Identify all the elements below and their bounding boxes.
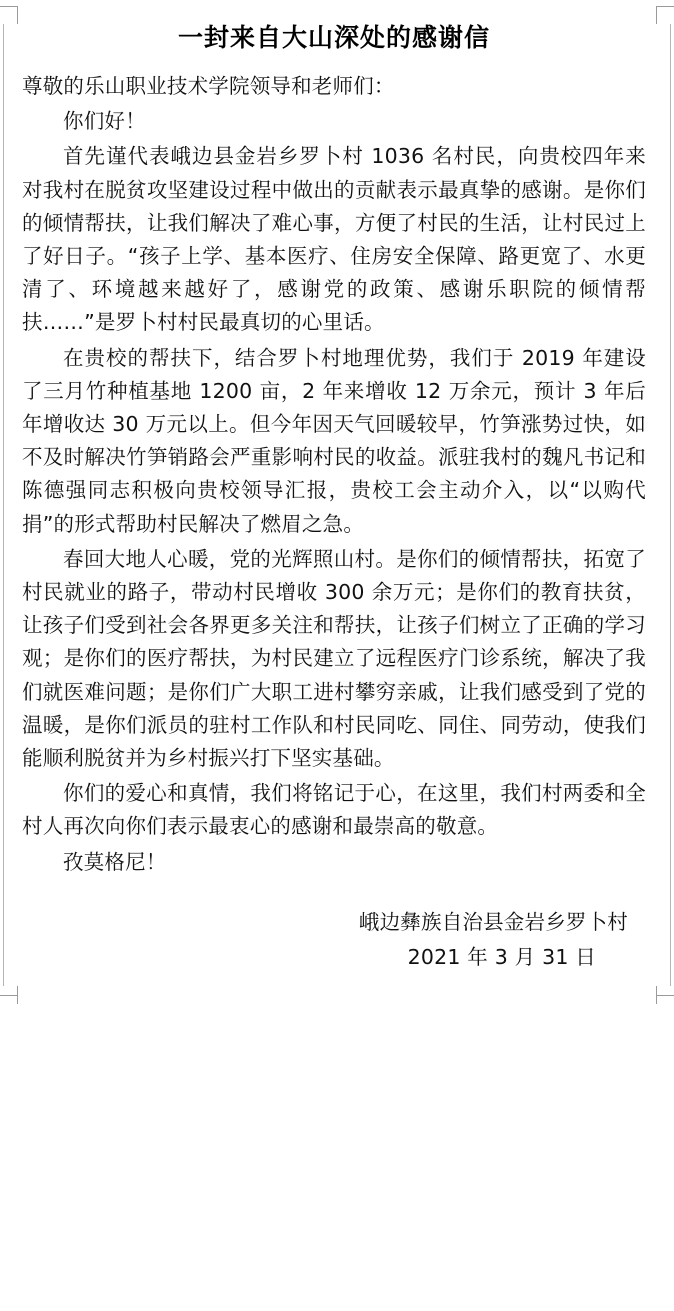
greeting: 你们好！ (63, 109, 146, 134)
paragraph-5: 孜莫格尼！ (63, 849, 167, 874)
margin-rule-left (3, 24, 4, 986)
crop-mark-middle-right (656, 986, 674, 1004)
paragraph-3: 春回大地人心暖，党的光辉照山村。是你们的倾情帮扶，拓宽了村民就业的路子，带动村民增收 300 余万元；是你们的教育扶贫，让孩子们受到社会各界更多关注和帮扶，让孩子们树立了正确的学习观；是你们的医疗帮扶，为村民建立了远程医疗门诊系统，解决了我们就医难问题；是你们广大职工进村攀穷亲戚，让我们感受到了党的温暖，是你们派员的驻村工作队和村民同吃、同住、同劳动，使我们能顺利脱贫并为乡村振兴打下坚实基础。 (22, 546, 646, 771)
crop-mark-top-right (656, 6, 674, 24)
signature-block (22, 905, 646, 975)
paragraph-2: 在贵校的帮扶下，结合罗卜村地理优势，我们于 2019 年建设了三月竹种植基地 1200 亩，2 年来增收 12 万余元，预计 3 年后年增收达 30 万元以上。但今年因天气回暖较早，竹笋涨势过快，如不及时解决竹笋销路会严重影响村民的收益。派驻我村的魏凡书记和陈德强同志积极向贵校领导汇报，贵校工会主动介入，以“以购代捐”的形式帮助村民解决了燃眉之急。 (22, 345, 646, 536)
signature-date: 2021 年 3 月 31 日 (407, 944, 596, 969)
crop-mark-top-left (0, 6, 18, 24)
margin-rule-right (670, 24, 671, 986)
signature-org: 峨边彝族自治县金岩乡罗卜村 (358, 909, 628, 934)
paragraph-4: 你们的爱心和真情，我们将铭记于心，在这里，我们村两委和全村人再次向你们表示最衷心的感谢和最崇高的敬意。 (22, 781, 646, 839)
salutation: 尊敬的乐山职业技术学院领导和老师们： (22, 74, 395, 98)
crop-mark-middle-left (0, 986, 18, 1004)
paragraph-1: 首先谨代表峨边县金岩乡罗卜村 1036 名村民，向贵校四年来对我村在脱贫攻坚建设过程中做出的贡献表示最真挚的感谢。是你们的倾情帮扶，让我们解决了难心事，方便了村民的生活，让村民过上了好日子。“孩子上学、基本医疗、住房安全保障、路更宽了、水更清了、环境越来越好了，感谢党的政策、感谢乐职院的倾情帮扶……”是罗卜村村民最真切的心里话。 (22, 144, 646, 335)
page-title: 一封来自大山深处的感谢信 (177, 23, 490, 52)
